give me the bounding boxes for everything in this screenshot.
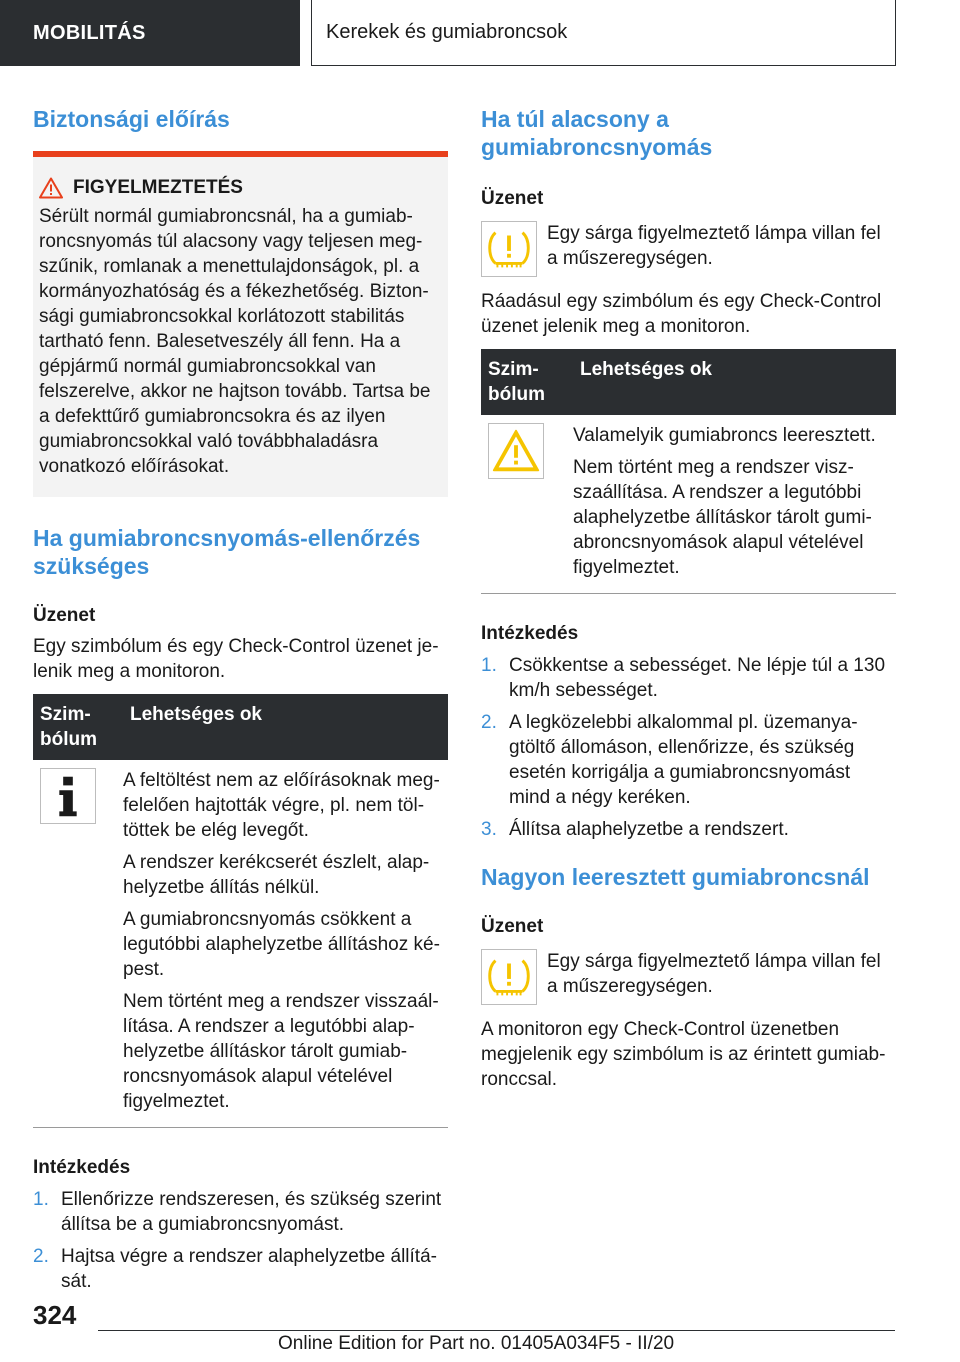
message-label: Üzenet (33, 605, 96, 626)
list-item: 1. Ellenőrizze rendszeresen, és szükség szerint állítsa be a gumiabroncsnyomást. (33, 1189, 442, 1235)
cause-table-right (481, 349, 896, 594)
warning-text: Sérült normál gumiabroncsnál, ha a gumiabroncsnyomás túl alacsony vagy teljesen megszűnik, romlanak a menettulajdonságok, pl. a kormányozhatóság és a fékezhetőség. Biztonsági gumiabroncsokkal korlátozott stabilitás tartható fenn. Balesetveszély áll fenn. Ha a gépjármű normál gumiabroncsokkal van felszerelve, akkor ne hajtson tovább. Tartsa be a defekttűrő gumiabroncsokra és az ilyen gumiabroncsokkal való továbbhaladásra vonatkozó előírásokat. (39, 206, 431, 477)
warning-triangle-icon (39, 177, 63, 199)
cause-text: A rendszer kerékcserét észlelt, alaphelyzetbe állítás nélkül. (123, 852, 430, 898)
lamp-text: Egy sárga figyelmeztető lámpa villan fel a műszeregységen. (547, 951, 881, 997)
action-label: Intézkedés (33, 1157, 131, 1178)
section-heading-low-pressure: Ha túl alacsony a gumiabroncsnyomás (481, 106, 713, 160)
page-header (0, 0, 960, 66)
message-label: Üzenet (481, 188, 544, 209)
list-item: 2. Hajtsa végre a rendszer alaphelyzetbe állítását. (33, 1246, 437, 1292)
chapter-label: Kerekek és gumiabroncsok (311, 0, 896, 66)
footer-divider (98, 1330, 895, 1331)
info-icon (40, 768, 96, 824)
warning-box (33, 151, 448, 497)
left-column (33, 100, 448, 1301)
cause-text: A gumiabroncsnyomás csökkent a legutóbbi alaphelyzetbe állításhoz képest. (123, 909, 440, 980)
cause-text: Nem történt meg a rendszer visszaállítása. A rendszer a legutóbbi alaphelyzetbe állításkor tárolt gumiabroncsnyomások alapul vételével figyelmeztet. (123, 991, 439, 1112)
table-header-symbol: Szimbólum (33, 694, 123, 760)
action-list (33, 1187, 448, 1294)
cause-text: A feltöltést nem az előírásoknak megfelelően hajtották végre, pl. nem töltöttek be elég levegőt. (123, 770, 440, 841)
cause-text: Valamelyik gumiabroncs leeresztett. (573, 425, 876, 446)
section-heading-flat-tire: Nagyon leeresztett gumiabroncsnál (481, 864, 870, 890)
cause-table (33, 694, 448, 1128)
table-row (33, 760, 448, 1128)
section-heading-safety: Biztonsági előírás (33, 106, 230, 132)
warning-triangle-yellow-icon (488, 423, 544, 479)
tire-pressure-lamp-icon (481, 221, 537, 277)
edition-text: Online Edition for Part no. 01405A034F5 - II/20 (278, 1333, 675, 1354)
list-item: 2. A legközelebbi alkalommal pl. üzemanyagtöltő állomáson, ellenőrizze, és szükség esetén korrigálja a gumiabroncsnyomást mind a négy keréken. (481, 712, 858, 808)
message-text: Egy szimbólum és egy Check-Control üzenet jelenik meg a monitoron. (33, 636, 439, 682)
action-label: Intézkedés (481, 623, 579, 644)
final-text: A monitoron egy Check-Control üzenetben megjelenik egy szimbólum is az érintett gumiabronccsal. (481, 1019, 886, 1090)
section-label: MOBILITÁS (0, 0, 300, 66)
action-list (481, 653, 896, 842)
lamp-text: Egy sárga figyelmeztető lámpa villan fel a műszeregységen. (547, 223, 881, 269)
right-column (481, 100, 896, 1092)
extra-text: Ráadásul egy szimbólum és egy Check-Control üzenet jelenik meg a monitoron. (481, 291, 882, 337)
table-row (481, 415, 896, 594)
list-item: 1. Csökkentse a sebességet. Ne lépje túl a 130 km/h sebességet. (481, 655, 886, 701)
cause-text: Nem történt meg a rendszer viszszaállítása. A rendszer a legutóbbi alaphelyzetbe állításkor tárolt gumiabroncsnyomások alapul vételével figyelmeztet. (573, 457, 872, 578)
table-header-symbol: Szimbólum (481, 349, 573, 415)
section-heading-check-needed: Ha gumiabroncsnyomás-ellenőrzés szükséges (33, 525, 421, 579)
warning-title: FIGYELMEZTETÉS (73, 177, 243, 198)
tire-pressure-lamp-icon (481, 949, 537, 1005)
list-item: 3. Állítsa alaphelyzetbe a rendszert. (481, 819, 789, 840)
page-number: 324 (33, 1300, 77, 1330)
message-label: Üzenet (481, 916, 544, 937)
table-header-cause: Lehetséges ok (123, 694, 448, 760)
table-header-cause: Lehetséges ok (573, 349, 896, 415)
